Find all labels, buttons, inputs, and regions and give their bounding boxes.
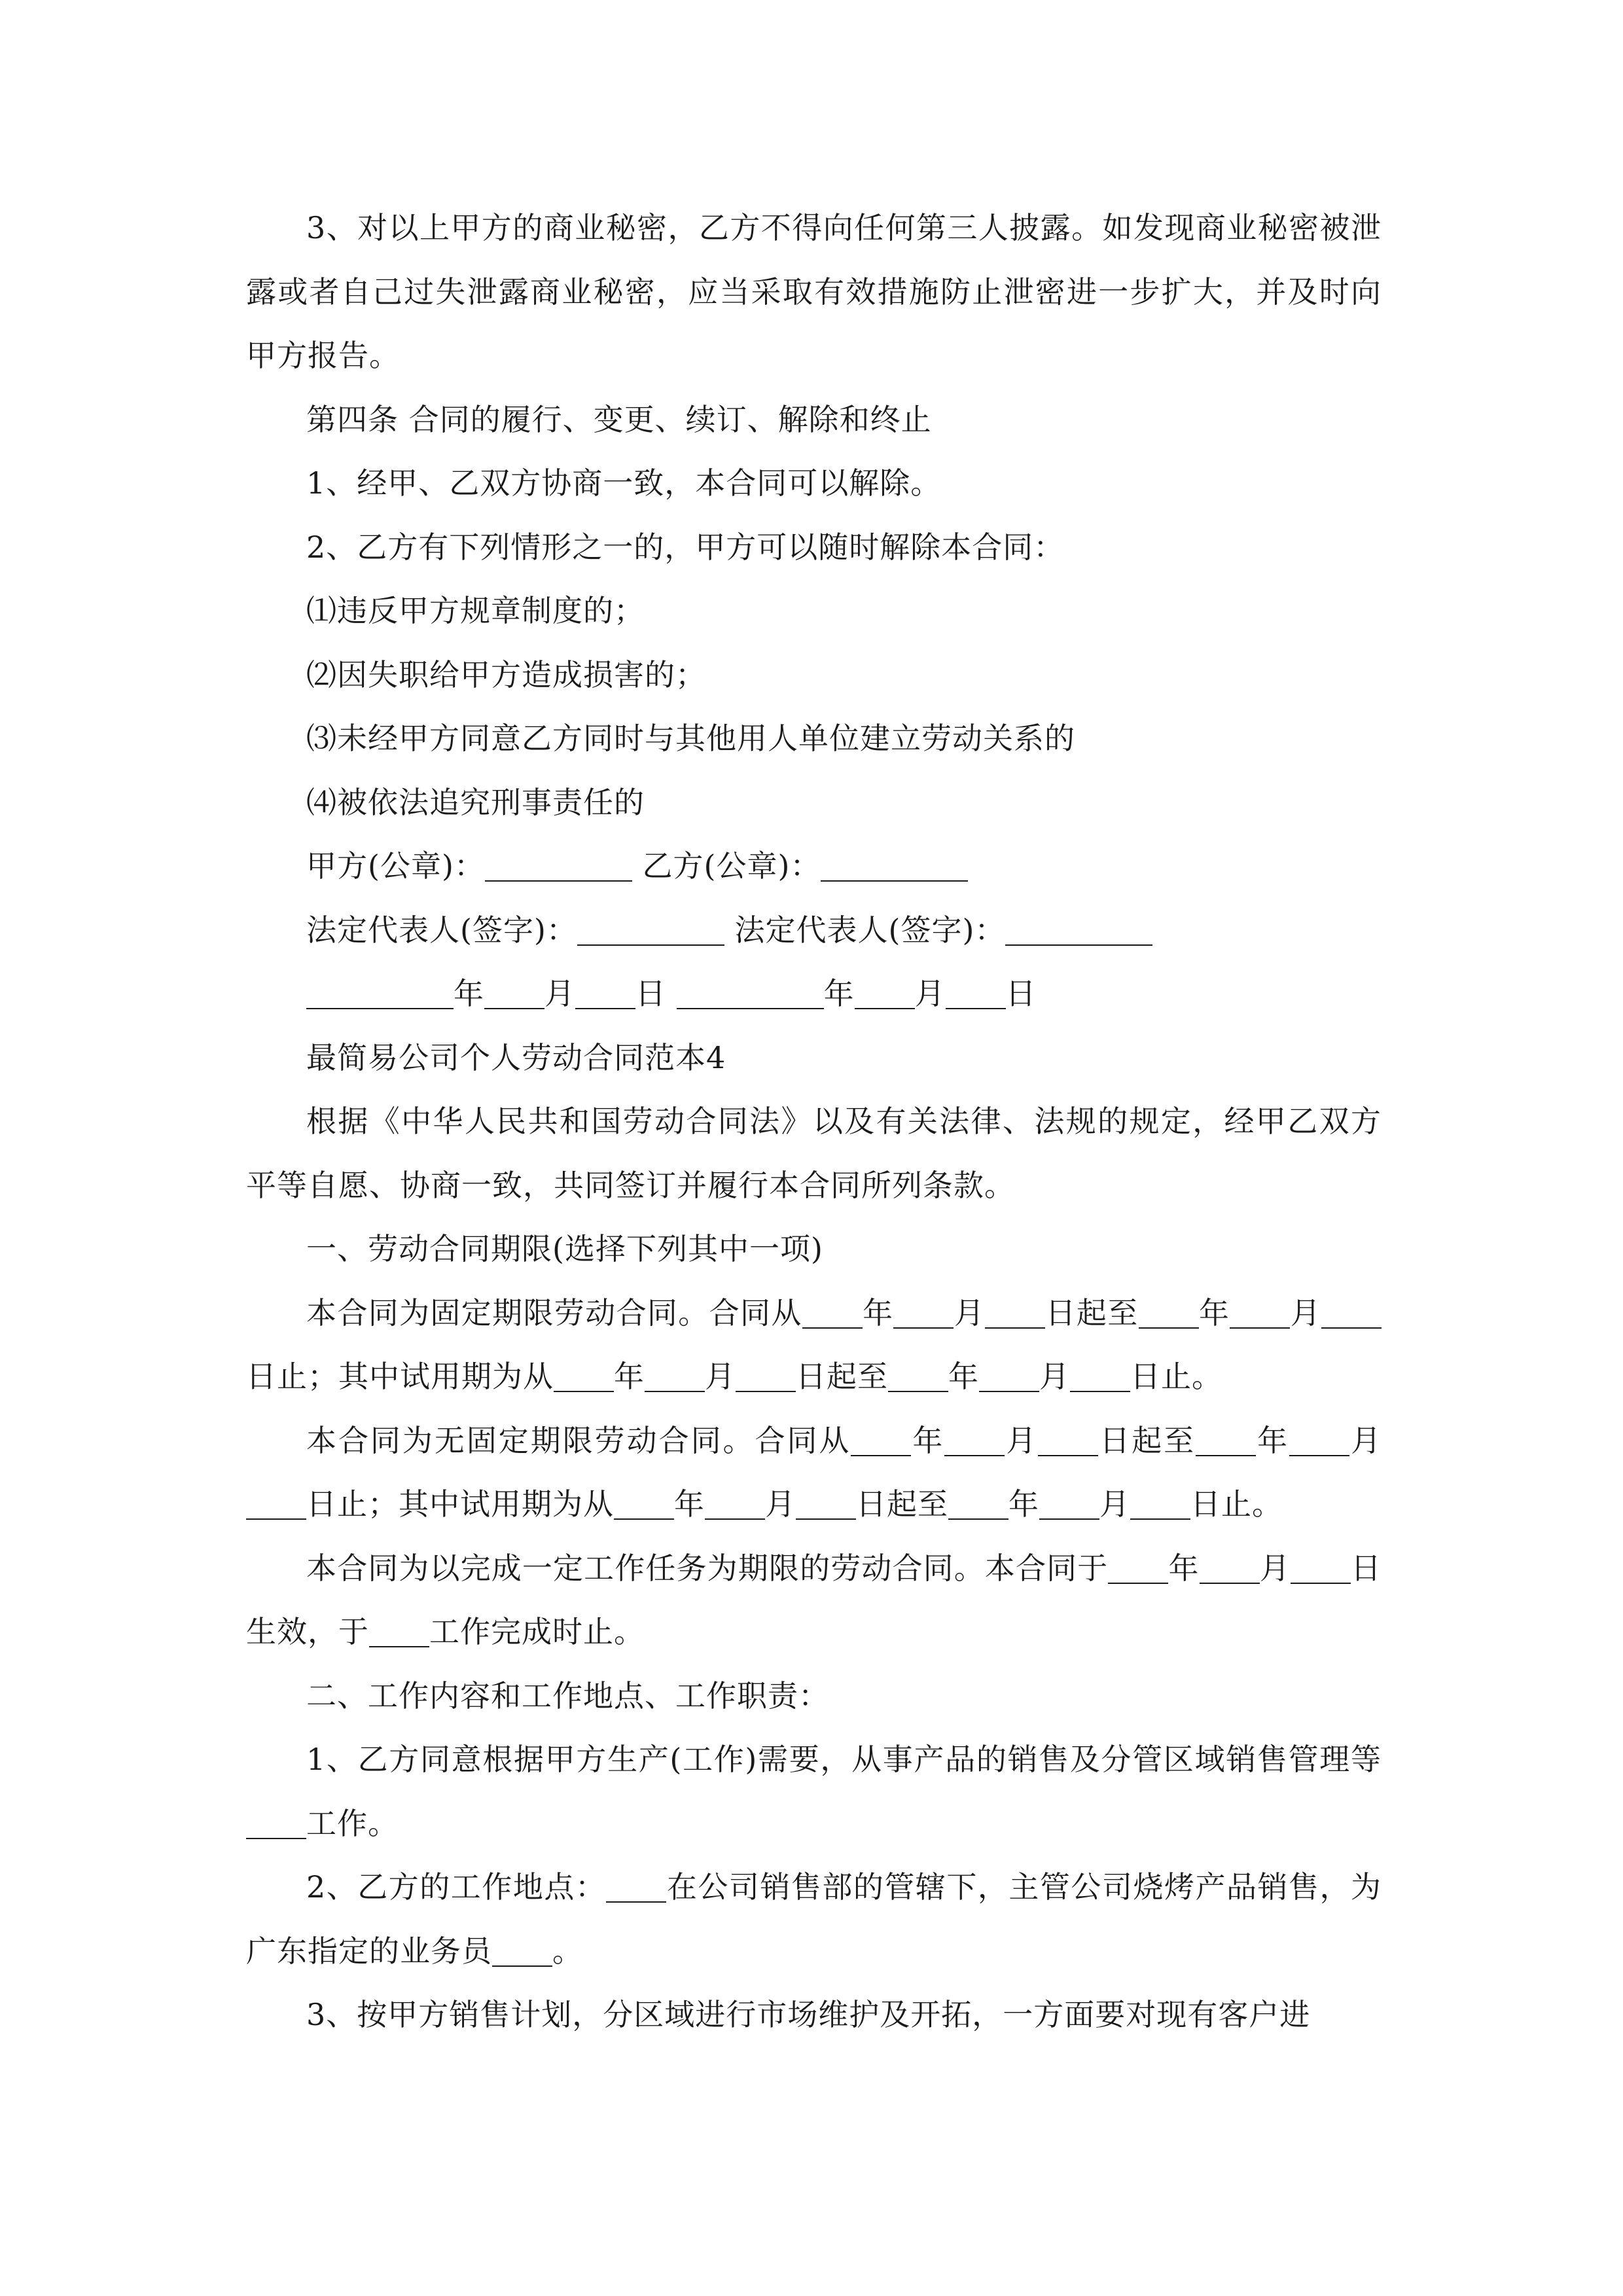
document-paragraph <box>246 1983 1382 2047</box>
paragraph-text: 日起至 <box>796 1359 888 1394</box>
paragraph-text: 日起至 <box>1045 1295 1139 1331</box>
paragraph-text: 月 <box>1259 1550 1291 1586</box>
paragraph-text: 日止。 <box>1130 1359 1222 1394</box>
paragraph-text: 一、劳动合同期限(选择下列其中一项) <box>306 1231 823 1266</box>
paragraph-text: 工作完成时止。 <box>429 1614 645 1649</box>
fill-in-blank <box>1196 1423 1256 1456</box>
fill-in-blank <box>796 1487 856 1520</box>
document-paragraph <box>246 1664 1382 1729</box>
paragraph-text: 月 <box>1349 1422 1382 1458</box>
paragraph-text: 年 <box>948 1359 979 1394</box>
fill-in-blank <box>948 1487 1008 1520</box>
paragraph-text: 月 <box>544 976 575 1011</box>
document-paragraph <box>246 452 1382 516</box>
fill-in-blank <box>1291 1551 1351 1583</box>
fill-in-blank <box>979 1359 1039 1392</box>
fill-in-blank <box>946 977 1006 1009</box>
paragraph-text: 年 <box>911 1422 945 1458</box>
document-paragraph <box>246 1537 1382 1664</box>
paragraph-text: 3、按甲方销售计划，分区域进行市场维护及开拓，一方面要对现有客户进 <box>306 1997 1311 2032</box>
paragraph-text: 甲方(公章)： <box>306 848 485 884</box>
document-paragraph <box>246 1090 1382 1217</box>
paragraph-text: 年 <box>823 976 855 1011</box>
fill-in-blank <box>1038 1423 1098 1456</box>
fill-in-blank <box>944 1423 1005 1456</box>
paragraph-text: 1、乙方同意根据甲方生产(工作)需要，从事产品的销售及分管区域销售管理等 <box>306 1742 1382 1777</box>
paragraph-text: 工作。 <box>306 1805 399 1841</box>
paragraph-text: 月 <box>765 1486 796 1522</box>
fill-in-blank <box>1289 1423 1349 1456</box>
paragraph-text: ⑶未经甲方同意乙方同时与其他用人单位建立劳动关系的 <box>306 721 1075 756</box>
document-paragraph <box>246 1282 1382 1409</box>
paragraph-text: 月 <box>1039 1359 1070 1394</box>
paragraph-text: 月 <box>1290 1295 1322 1331</box>
paragraph-text: 月 <box>954 1295 986 1331</box>
paragraph-text: 在公司销售部的管辖下，主管公司烧烤产品销售，为广东指定的业务员 <box>246 1869 1382 1969</box>
fill-in-blank <box>851 1423 911 1456</box>
fill-in-blank <box>1039 1487 1099 1520</box>
document-paragraph <box>246 1217 1382 1282</box>
paragraph-text: 日止；其中试用期为从 <box>246 1359 554 1394</box>
paragraph-text: 日止。 <box>1190 1486 1283 1522</box>
paragraph-text: ⑵因失职给甲方造成损害的； <box>306 656 706 692</box>
fill-in-blank <box>246 1487 306 1520</box>
paragraph-text: 二、工作内容和工作地点、工作职责： <box>306 1677 829 1713</box>
paragraph-text: 本合同为无固定期限劳动合同。合同从 <box>306 1422 851 1458</box>
fill-in-blank <box>1005 912 1152 945</box>
fill-in-blank <box>246 1806 306 1839</box>
paragraph-text: 年 <box>614 1359 645 1394</box>
paragraph-text: ⑴违反甲方规章制度的； <box>306 593 645 628</box>
document-body <box>246 196 1382 2047</box>
paragraph-text: 月 <box>1099 1486 1130 1522</box>
document-paragraph <box>246 196 1382 388</box>
paragraph-text: 本合同为固定期限劳动合同。合同从 <box>306 1295 802 1331</box>
paragraph-text: 2、乙方的工作地点： <box>306 1869 607 1905</box>
paragraph-text: 。 <box>552 1933 583 1969</box>
document-paragraph <box>246 388 1382 452</box>
fill-in-blank <box>575 977 635 1009</box>
paragraph-text: 2、乙方有下列情形之一的，甲方可以随时解除本合同： <box>306 529 1065 565</box>
paragraph-text: 乙方(公章)： <box>632 848 821 884</box>
paragraph-text: 法定代表人(签字)： <box>306 912 577 948</box>
fill-in-blank <box>985 1295 1045 1328</box>
fill-in-blank <box>1321 1295 1382 1328</box>
paragraph-text: 本合同为以完成一定工作任务为期限的劳动合同。本合同于 <box>306 1550 1109 1586</box>
fill-in-blank <box>554 1359 614 1392</box>
paragraph-text: 日 <box>635 976 677 1011</box>
paragraph-text: 年 <box>1198 1295 1230 1331</box>
document-paragraph <box>246 1409 1382 1537</box>
paragraph-text: 年 <box>1168 1550 1200 1586</box>
fill-in-blank <box>484 977 544 1009</box>
fill-in-blank <box>306 977 454 1009</box>
fill-in-blank <box>492 1933 552 1966</box>
fill-in-blank <box>1108 1551 1168 1583</box>
fill-in-blank <box>736 1359 796 1392</box>
fill-in-blank <box>888 1359 948 1392</box>
document-paragraph <box>246 643 1382 708</box>
document-paragraph <box>246 962 1382 1026</box>
paragraph-text: ⑷被依法追究刑事责任的 <box>306 784 645 820</box>
fill-in-blank <box>485 849 632 882</box>
fill-in-blank <box>705 1487 765 1520</box>
fill-in-blank <box>677 977 824 1009</box>
paragraph-text: 月 <box>705 1359 736 1394</box>
paragraph-text: 月 <box>1005 1422 1039 1458</box>
document-paragraph <box>246 707 1382 771</box>
document-paragraph <box>246 579 1382 643</box>
fill-in-blank <box>855 977 915 1009</box>
paragraph-text: 日 <box>1005 976 1037 1011</box>
fill-in-blank <box>577 912 724 945</box>
paragraph-text: 第四条 合同的履行、变更、续订、解除和终止 <box>306 401 932 437</box>
paragraph-text: 年 <box>674 1486 705 1522</box>
fill-in-blank <box>369 1615 429 1647</box>
paragraph-text: 最简易公司个人劳动合同范本4 <box>306 1039 726 1075</box>
fill-in-blank <box>614 1487 674 1520</box>
fill-in-blank <box>802 1295 863 1328</box>
paragraph-text: 年 <box>862 1295 894 1331</box>
document-paragraph <box>246 1856 1382 1983</box>
fill-in-blank <box>645 1359 705 1392</box>
document-paragraph <box>246 516 1382 580</box>
paragraph-text: 年 <box>1008 1486 1039 1522</box>
document-paragraph <box>246 1728 1382 1856</box>
fill-in-blank <box>821 849 968 882</box>
document-paragraph <box>246 771 1382 835</box>
paragraph-text: 根据《中华人民共和国劳动合同法》以及有关法律、法规的规定，经甲乙双方平等自愿、协商一致，共同签订并履行本合同所列条款。 <box>246 1103 1382 1203</box>
fill-in-blank <box>1139 1295 1199 1328</box>
paragraph-text: 月 <box>914 976 946 1011</box>
fill-in-blank <box>606 1870 666 1903</box>
paragraph-text: 1、经甲、乙双方协商一致，本合同可以解除。 <box>306 465 942 501</box>
paragraph-text: 日起至 <box>1098 1422 1196 1458</box>
paragraph-text: 3、对以上甲方的商业秘密，乙方不得向任何第三人披露。如发现商业秘密被泄露或者自己过失泄露商业秘密，应当采取有效措施防止泄密进一步扩大，并及时向甲方报告。 <box>246 210 1382 373</box>
paragraph-text: 日生效，于 <box>246 1550 1382 1649</box>
fill-in-blank <box>893 1295 954 1328</box>
paragraph-text: 日止；其中试用期为从 <box>306 1486 614 1522</box>
paragraph-text: 法定代表人(签字)： <box>724 912 1006 948</box>
document-paragraph <box>246 834 1382 899</box>
fill-in-blank <box>1070 1359 1130 1392</box>
paragraph-text: 年 <box>454 976 484 1011</box>
paragraph-text: 日起至 <box>856 1486 948 1522</box>
document-paragraph <box>246 1026 1382 1090</box>
fill-in-blank <box>1230 1295 1290 1328</box>
fill-in-blank <box>1130 1487 1190 1520</box>
paragraph-text: 年 <box>1256 1422 1290 1458</box>
fill-in-blank <box>1200 1551 1260 1583</box>
document-paragraph <box>246 899 1382 963</box>
